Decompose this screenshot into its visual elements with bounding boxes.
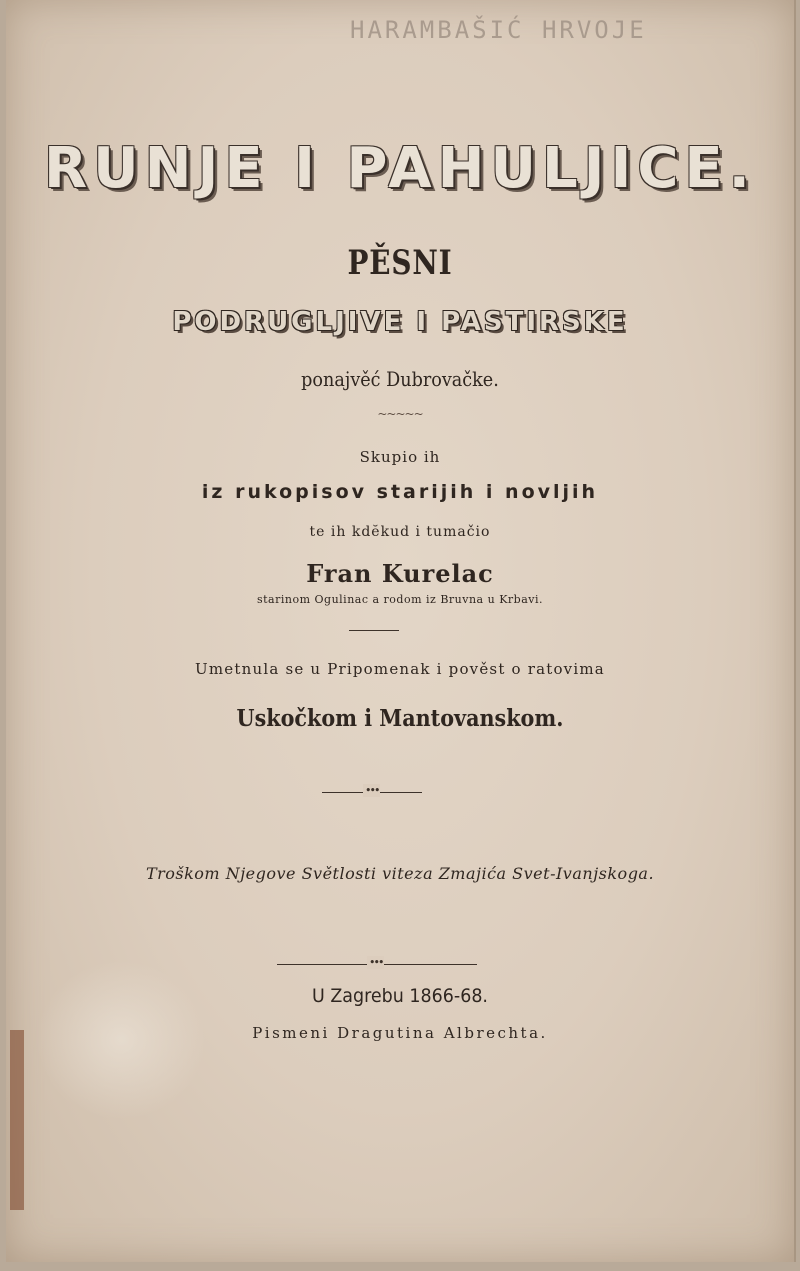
printer-line: Pismeni Dragutina Albrechta.	[252, 1024, 548, 1042]
ornament-dots: •••	[365, 784, 379, 797]
wars-title: Uskočkom i Mantovanskom.	[236, 705, 564, 732]
subtitle-podrugljive: PODRUGLJIVE I PASTIRSKE	[172, 307, 628, 337]
subtitle-pesni: PĚSNI	[347, 243, 453, 283]
place-date: U Zagrebu 1866-68.	[311, 985, 489, 1007]
squiggle-divider: ~~~~~	[377, 407, 423, 421]
short-rule	[349, 630, 399, 631]
subtitle-dubrovacke: ponajvěć Dubrovačke.	[301, 367, 499, 391]
inserted-note: Umetnula se u Pripomenak i pověst o ratovima	[195, 660, 605, 678]
ownership-stamp: HARAMBAŠIĆ HRVOJE	[350, 16, 647, 44]
author-origin: starinom Ogulinac a rodom iz Bruvna u Krbavi.	[256, 593, 544, 606]
author-name: Fran Kurelac	[306, 559, 494, 588]
ornament-divider-1	[322, 784, 422, 798]
explained-line: te ih kdĕkud i tumačio	[309, 524, 491, 540]
collected-by-line: Skupio ih	[359, 448, 441, 466]
book-title: RUNJE I PAHULJICE.	[44, 136, 756, 201]
sources-line: iz rukopisov starijih i novljih	[201, 481, 599, 503]
ornament-divider-2	[277, 956, 477, 970]
ornament-dots: •••	[369, 956, 383, 969]
torn-edge	[10, 1030, 24, 1210]
patron-line: Troškom Njegove Světlosti viteza Zmajića Svet-Ivanjskoga.	[145, 864, 655, 883]
